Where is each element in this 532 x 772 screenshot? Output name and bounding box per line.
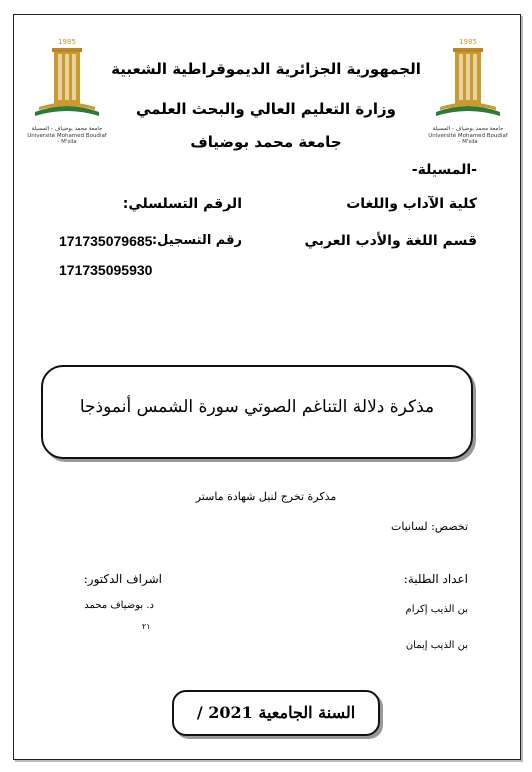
student-name-1: بن الذيب إكرام	[405, 604, 468, 615]
students-label: اعداد الطلبة:	[403, 572, 468, 586]
registration-number-1: 171735079685	[59, 233, 153, 249]
logo-year: 1985	[459, 38, 477, 46]
logo-caption-ar: جامعة محمد بوضياف - المسيلة	[432, 126, 504, 132]
handwritten-mark: ٢١	[142, 622, 151, 631]
logo-caption-fr: Université Mohamed Boudiaf - M'sila	[27, 133, 107, 145]
registration-label: رقم التسجيل:	[151, 233, 242, 248]
supervisor-label: اشراف الدكتور:	[83, 572, 162, 586]
logo-year: 1985	[58, 38, 76, 46]
thesis-title: مذكرة دلالة التناغم الصوتي سورة الشمس أنموذجا	[79, 397, 435, 417]
logo-caption-ar: جامعة محمد بوضياف - المسيلة	[31, 126, 103, 132]
logo-caption-fr: Université Mohamed Boudiaf - M'sila	[428, 133, 508, 145]
department-name: قسم اللغة والأدب العربي	[304, 233, 477, 249]
republic-name: الجمهورية الجزائرية الديموقراطية الشعبية	[111, 60, 421, 78]
ministry-name: وزارة التعليم العالي والبحث العلمي	[135, 100, 397, 118]
thesis-subtitle: مذكرة تخرج لنيل شهادة ماستر	[195, 490, 337, 503]
student-name-2: بن الذيب إيمان	[405, 640, 468, 651]
registration-number-2: 171735095930	[59, 262, 153, 278]
faculty-name: كلية الآداب واللغات	[346, 196, 477, 212]
academic-year: السنة الجامعية 2021 /	[196, 703, 356, 722]
university-name: جامعة محمد بوضياف	[190, 133, 342, 151]
university-logo-left	[27, 38, 107, 145]
academic-year-box	[172, 690, 380, 736]
supervisor-name: د. بوضياف محمد	[84, 600, 154, 611]
city-name: -المسيلة-	[411, 162, 477, 178]
serial-number-label: الرقم التسلسلي:	[122, 196, 242, 212]
thesis-title-box	[41, 365, 473, 459]
university-logo-right	[428, 38, 508, 145]
specialty: تخصص: لسانيات	[391, 520, 468, 533]
